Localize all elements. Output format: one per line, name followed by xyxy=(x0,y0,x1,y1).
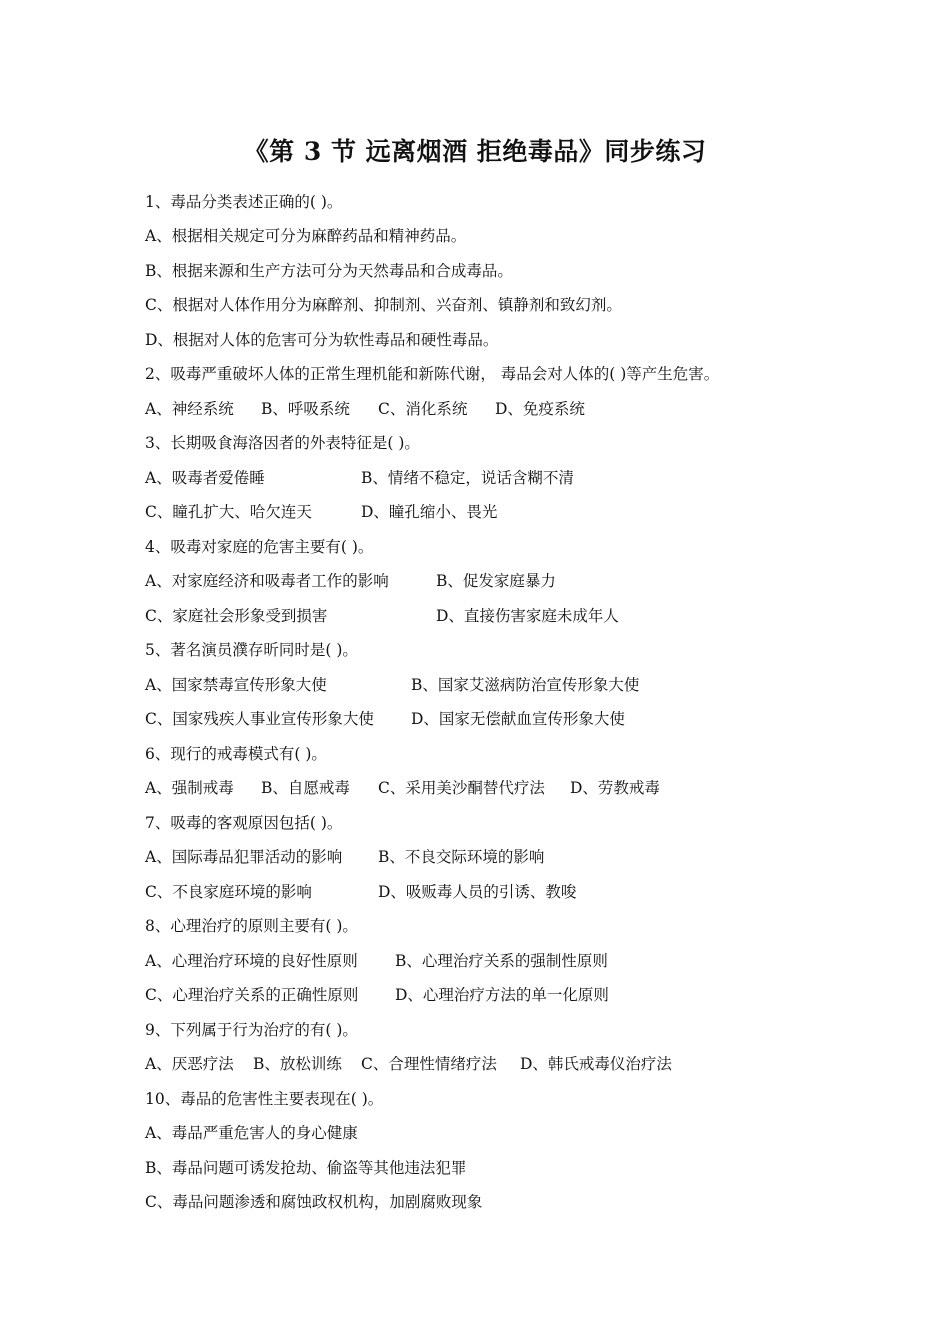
option: D、韩氏戒毒仪治疗法 xyxy=(520,1055,672,1073)
option: B、国家艾滋病防治宣传形象大使 xyxy=(411,676,640,694)
question-stem: 1、毒品分类表述正确的( )。 xyxy=(145,193,343,211)
option: C、根据对人体作用分为麻醉剂、抑制剂、兴奋剂、镇静剂和致幻剂。 xyxy=(145,296,622,314)
option: C、毒品问题渗透和腐蚀政权机构，加剧腐败现象 xyxy=(145,1193,483,1211)
option: C、不良家庭环境的影响 xyxy=(145,883,312,901)
option: B、情绪不稳定，说话含糊不清 xyxy=(361,469,574,487)
option: A、吸毒者爱倦睡 xyxy=(145,469,265,487)
option: D、直接伤害家庭未成年人 xyxy=(436,607,619,625)
question-stem: 6、现行的戒毒模式有( )。 xyxy=(145,745,327,763)
option: D、根据对人体的危害可分为软性毒品和硬性毒品。 xyxy=(145,331,499,349)
page-title: 《第 3 节 远离烟酒 拒绝毒品》同步练习 xyxy=(243,137,707,166)
question-stem: 2、吸毒严重破坏人体的正常生理机能和新陈代谢， 毒品会对人体的( )等产生危害。 xyxy=(145,365,720,383)
option: C、心理治疗关系的正确性原则 xyxy=(145,986,359,1004)
option: D、免疫系统 xyxy=(495,400,585,418)
question-stem: 10、毒品的危害性主要表现在( )。 xyxy=(145,1090,384,1108)
option: B、放松训练 xyxy=(253,1055,342,1073)
option: B、毒品问题可诱发抢劫、偷盗等其他违法犯罪 xyxy=(145,1159,467,1177)
option: D、心理治疗方法的单一化原则 xyxy=(395,986,609,1004)
option: A、神经系统 xyxy=(145,400,234,418)
option: A、根据相关规定可分为麻醉药品和精神药品。 xyxy=(145,227,467,245)
option: A、对家庭经济和吸毒者工作的影响 xyxy=(145,572,389,590)
option: D、国家无偿献血宣传形象大使 xyxy=(411,710,625,728)
option: B、呼吸系统 xyxy=(261,400,350,418)
option: B、促发家庭暴力 xyxy=(436,572,556,590)
option: A、国际毒品犯罪活动的影响 xyxy=(145,848,343,866)
question-stem: 4、吸毒对家庭的危害主要有( )。 xyxy=(145,538,374,556)
option: C、家庭社会形象受到损害 xyxy=(145,607,328,625)
option: B、根据来源和生产方法可分为天然毒品和合成毒品。 xyxy=(145,262,513,280)
option: D、瞳孔缩小、畏光 xyxy=(361,503,498,521)
option: C、瞳孔扩大、哈欠连天 xyxy=(145,503,312,521)
option: B、心理治疗关系的强制性原则 xyxy=(395,952,608,970)
option: D、吸贩毒人员的引诱、教唆 xyxy=(378,883,577,901)
question-stem: 7、吸毒的客观原因包括( )。 xyxy=(145,814,343,832)
option: C、消化系统 xyxy=(378,400,468,418)
option: C、采用美沙酮替代疗法 xyxy=(378,779,545,797)
option: A、厌恶疗法 xyxy=(145,1055,234,1073)
option: A、毒品严重危害人的身心健康 xyxy=(145,1124,358,1142)
option: D、劳教戒毒 xyxy=(570,779,660,797)
question-stem: 5、著名演员濮存昕同时是( )。 xyxy=(145,641,358,659)
option: A、国家禁毒宣传形象大使 xyxy=(145,676,327,694)
option: B、不良交际环境的影响 xyxy=(378,848,545,866)
option: A、心理治疗环境的良好性原则 xyxy=(145,952,358,970)
question-stem: 8、心理治疗的原则主要有( )。 xyxy=(145,917,358,935)
question-stem: 9、下列属于行为治疗的有( )。 xyxy=(145,1021,358,1039)
option: C、国家残疾人事业宣传形象大使 xyxy=(145,710,374,728)
option: C、合理性情绪疗法 xyxy=(361,1055,497,1073)
option: A、强制戒毒 xyxy=(145,779,234,797)
question-stem: 3、长期吸食海洛因者的外表特征是( )。 xyxy=(145,434,420,452)
option: B、自愿戒毒 xyxy=(261,779,350,797)
